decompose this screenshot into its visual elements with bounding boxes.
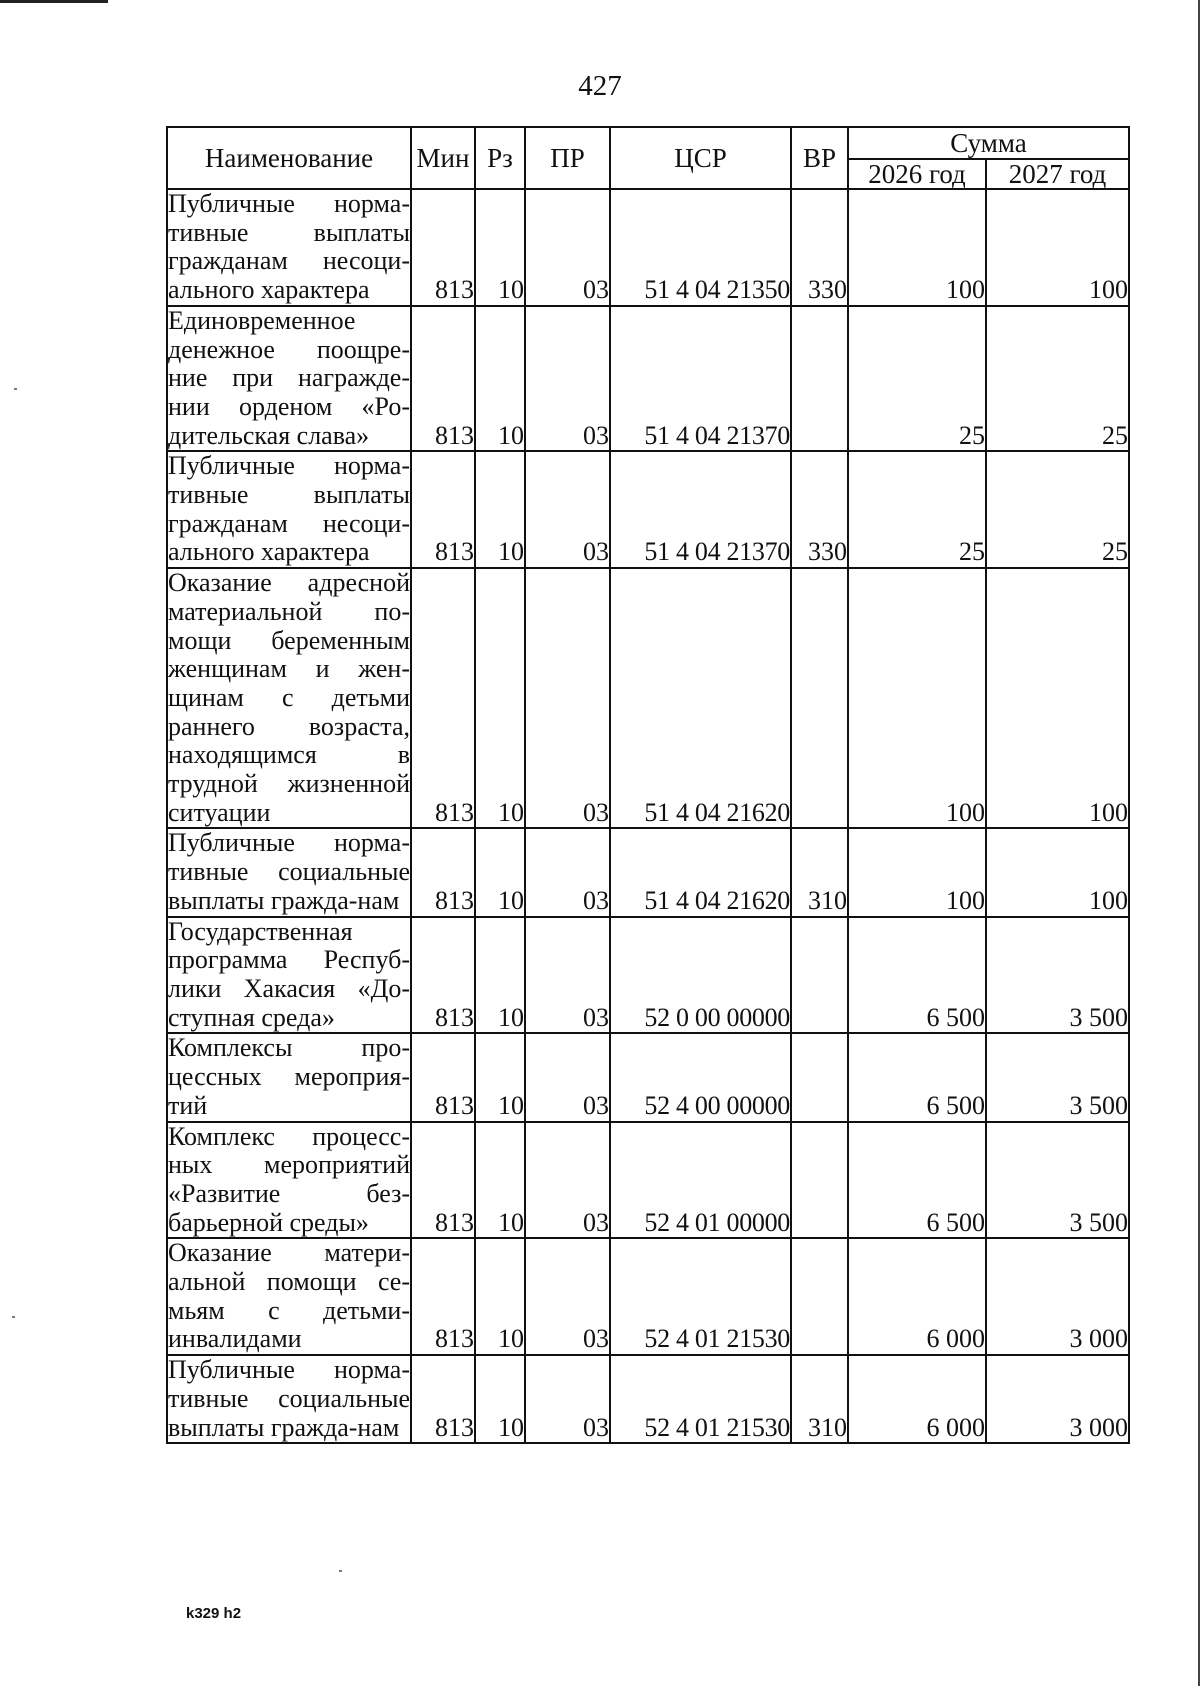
header-csr: ЦСР	[610, 127, 791, 189]
cell-amount-2026: 100	[848, 828, 986, 916]
cell-pr: 03	[525, 306, 610, 452]
header-sum: Сумма	[848, 127, 1129, 159]
cell-csr: 52 4 00 00000	[610, 1033, 791, 1121]
cell-name: Комплексы про-цессных мероприя-тий	[168, 1033, 410, 1120]
cell-name: Оказание матери-альной помощи се-мьям с детьми-инвалидами	[168, 1238, 410, 1354]
cell-min: 813	[411, 451, 475, 568]
cell-pr: 03	[525, 189, 610, 306]
cell-pr: 03	[525, 828, 610, 916]
cell-amount-2026: 25	[848, 451, 986, 568]
cell-amount-2027: 3 500	[986, 917, 1129, 1034]
table-row	[167, 1033, 1129, 1121]
scan-speck	[12, 1316, 15, 1318]
cell-pr: 03	[525, 1355, 610, 1443]
table-row	[167, 189, 1129, 306]
cell-rz: 10	[475, 917, 525, 1034]
cell-amount-2026: 25	[848, 306, 986, 452]
budget-table	[166, 126, 1130, 1444]
cell-csr: 51 4 04 21350	[610, 189, 791, 306]
cell-rz: 10	[475, 1033, 525, 1121]
cell-vr	[791, 1122, 848, 1239]
cell-rz: 10	[475, 1355, 525, 1443]
cell-vr	[791, 917, 848, 1034]
header-name: Наименование	[167, 127, 411, 189]
page-number: 427	[578, 70, 622, 102]
cell-csr: 52 0 00 00000	[610, 917, 791, 1034]
scan-speck	[339, 1570, 342, 1572]
table-row	[167, 451, 1129, 568]
cell-min: 813	[411, 1122, 475, 1239]
header-vr: ВР	[791, 127, 848, 189]
cell-csr: 51 4 04 21370	[610, 306, 791, 452]
cell-pr: 03	[525, 568, 610, 828]
cell-pr: 03	[525, 451, 610, 568]
cell-name: Государственная программа Респуб-лики Хакасия «До-ступная среда»	[168, 916, 410, 1032]
cell-amount-2027: 100	[986, 828, 1129, 916]
cell-csr: 51 4 04 21370	[610, 451, 791, 568]
cell-amount-2027: 3 000	[986, 1238, 1129, 1355]
cell-min: 813	[411, 1033, 475, 1121]
cell-vr: 330	[791, 451, 848, 568]
table-row	[167, 1238, 1129, 1355]
cell-amount-2027: 3 500	[986, 1033, 1129, 1121]
cell-amount-2026: 100	[848, 568, 986, 828]
table-row	[167, 1122, 1129, 1239]
scan-speck	[14, 388, 17, 390]
table-row	[167, 568, 1129, 828]
cell-vr	[791, 1238, 848, 1355]
cell-rz: 10	[475, 1238, 525, 1355]
cell-min: 813	[411, 568, 475, 828]
cell-name: Единовременное денежное поощре-ние при награжде-нии орденом «Ро-дительская слава»	[168, 305, 410, 450]
header-year-2026: 2026 год	[848, 159, 986, 189]
cell-name: Публичные норма-тивные социальные выплаты гражда-нам	[168, 828, 410, 915]
cell-amount-2026: 6 000	[848, 1238, 986, 1355]
cell-vr: 310	[791, 1355, 848, 1443]
header-year-2027: 2027 год	[986, 159, 1129, 189]
cell-pr: 03	[525, 1238, 610, 1355]
cell-csr: 52 4 01 21530	[610, 1355, 791, 1443]
table-row	[167, 828, 1129, 916]
cell-vr	[791, 1033, 848, 1121]
table-header-row	[167, 127, 1129, 159]
cell-amount-2027: 100	[986, 568, 1129, 828]
cell-csr: 51 4 04 21620	[610, 828, 791, 916]
cell-rz: 10	[475, 828, 525, 916]
table-row	[167, 306, 1129, 452]
footer-code: k329 h2	[186, 1605, 242, 1622]
cell-vr: 310	[791, 828, 848, 916]
cell-name: Публичные норма-тивные социальные выплаты гражда-нам	[168, 1355, 410, 1442]
cell-rz: 10	[475, 189, 525, 306]
cell-min: 813	[411, 1355, 475, 1443]
cell-min: 813	[411, 828, 475, 916]
cell-rz: 10	[475, 568, 525, 828]
table-row	[167, 917, 1129, 1034]
cell-amount-2026: 6 000	[848, 1355, 986, 1443]
cell-name: Публичные норма-тивные выплаты гражданам несоци-ального характера	[168, 189, 410, 305]
header-min: Мин	[411, 127, 475, 189]
cell-min: 813	[411, 917, 475, 1034]
cell-min: 813	[411, 189, 475, 306]
cell-name: Комплекс процесс-ных мероприятий «Развитие без-барьерной среды»	[168, 1121, 410, 1237]
cell-amount-2026: 100	[848, 189, 986, 306]
cell-vr: 330	[791, 189, 848, 306]
cell-amount-2026: 6 500	[848, 1033, 986, 1121]
table-body	[167, 189, 1129, 1443]
cell-csr: 51 4 04 21620	[610, 568, 791, 828]
cell-min: 813	[411, 306, 475, 452]
cell-rz: 10	[475, 451, 525, 568]
cell-vr	[791, 306, 848, 452]
cell-name: Публичные норма-тивные выплаты гражданам несоци-ального характера	[168, 451, 410, 567]
cell-amount-2027: 100	[986, 189, 1129, 306]
cell-amount-2027: 3 500	[986, 1122, 1129, 1239]
header-pr: ПР	[525, 127, 610, 189]
cell-name: Оказание адресной материальной по-мощи беременным женщинам и жен-щинам с детьми раннего возраста, находящимся в трудной жизненной ситуации	[168, 568, 410, 827]
cell-min: 813	[411, 1238, 475, 1355]
cell-pr: 03	[525, 1122, 610, 1239]
cell-amount-2027: 3 000	[986, 1355, 1129, 1443]
cell-csr: 52 4 01 00000	[610, 1122, 791, 1239]
table-row	[167, 1355, 1129, 1443]
cell-amount-2026: 6 500	[848, 1122, 986, 1239]
cell-rz: 10	[475, 306, 525, 452]
cell-amount-2027: 25	[986, 306, 1129, 452]
cell-pr: 03	[525, 917, 610, 1034]
cell-pr: 03	[525, 1033, 610, 1121]
header-rz: Рз	[475, 127, 525, 189]
cell-vr	[791, 568, 848, 828]
cell-rz: 10	[475, 1122, 525, 1239]
cell-amount-2026: 6 500	[848, 917, 986, 1034]
cell-amount-2027: 25	[986, 451, 1129, 568]
cell-csr: 52 4 01 21530	[610, 1238, 791, 1355]
scan-edge-mark	[0, 0, 108, 3]
